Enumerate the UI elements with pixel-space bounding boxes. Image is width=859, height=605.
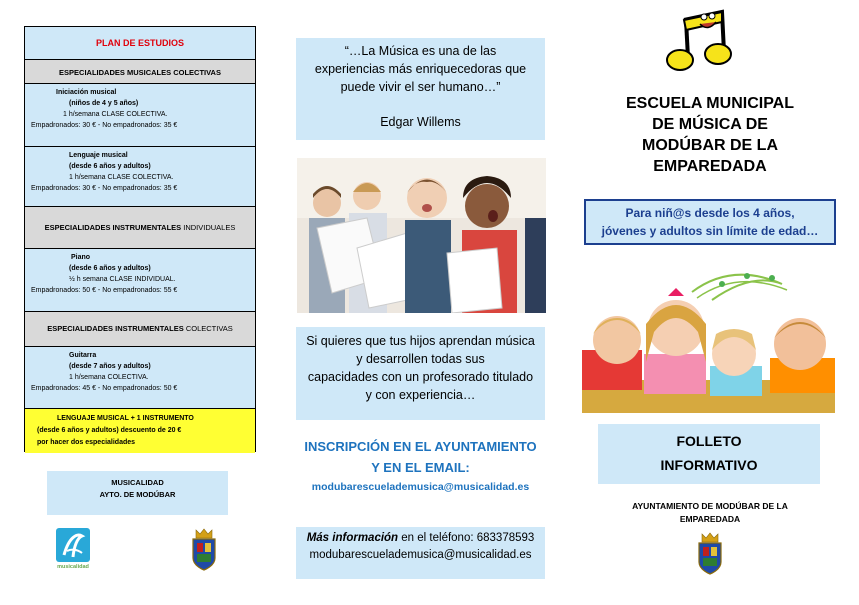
children-photo <box>582 262 835 413</box>
section-header-individuales: ESPECIALIDADES INSTRUMENTALES INDIVIDUALES <box>25 207 255 249</box>
course-hours: 1 h/semana CLASE COLECTIVA. <box>69 174 174 181</box>
more-info-label: Más información <box>306 532 399 544</box>
quote-author: Edgar Willems <box>380 115 461 129</box>
course-hours: ½ h semana CLASE INDIVIDUAL. <box>69 276 176 283</box>
course-name: Guitarra <box>69 352 97 359</box>
coat-of-arms-icon <box>190 528 218 572</box>
course-price: Empadronados: 30 € - No empadronados: 35 € <box>31 122 178 129</box>
course-ages: (niños de 4 y 5 años) <box>69 100 139 107</box>
course-price: Empadronados: 50 € - No empadronados: 55 € <box>31 287 178 294</box>
school-title: ESCUELA MUNICIPAL DE MÚSICA DE MODÚBAR DE LA EMPAREDADA <box>626 95 794 175</box>
course-ages: (desde 6 años y adultos) <box>69 265 151 272</box>
course-price: Empadronados: 30 € - No empadronados: 35 € <box>31 185 178 192</box>
info-email[interactable]: modubarescuelademusica@musicalidad.es <box>309 549 532 561</box>
phone-text: en el teléfono: 683378593 <box>398 532 535 544</box>
course-name: Piano <box>71 254 91 261</box>
inscription-heading: INSCRIPCIÓN EN EL AYUNTAMIENTO Y EN EL EMAIL: <box>304 439 537 475</box>
quote-box: “…La Música es una de las experiencias más enriquecedoras que puede vivir el ser humano…” Edgar Willems <box>296 38 545 140</box>
course-ages: (desde 6 años y adultos) <box>69 163 151 170</box>
motivation-box: Si quieres que tus hijos aprendan música y desarrollen todas sus capacidades con un profesorado titulado y con experiencia… <box>296 327 545 420</box>
inscription-email-link[interactable]: modubarescuelademusica@musicalidad.es <box>311 481 530 493</box>
course-ages: (desde 7 años y adultos) <box>69 363 151 370</box>
coat-of-arms-icon <box>696 532 724 576</box>
plan-title: PLAN DE ESTUDIOS <box>95 38 184 48</box>
course-price: Empadronados: 45 € - No empadronados: 50 € <box>31 385 178 392</box>
music-note-mascot-icon <box>664 8 736 74</box>
course-hours: 1 h/semana CLASE COLECTIVA. <box>63 111 168 118</box>
folleto-box: FOLLETO INFORMATIVO <box>598 424 820 484</box>
course-name: Lenguaje musical <box>69 152 128 159</box>
ayuntamiento-label: AYUNTAMIENTO DE MODÚBAR DE LA EMPAREDADA <box>632 501 788 524</box>
musicalidad-logo: musicalidad <box>55 527 91 573</box>
sponsor-box: MUSICALIDAD AYTO. DE MODÚBAR <box>47 471 228 515</box>
course-lenguaje <box>25 147 255 207</box>
audience-box: Para niñ@s desde los 4 años, jóvenes y adultos sin límite de edad… <box>584 199 836 245</box>
more-info-box <box>296 527 545 579</box>
course-hours: 1 h/semana COLECTIVA. <box>69 374 149 381</box>
course-guitarra <box>25 347 255 409</box>
course-name: Iniciación musical <box>56 89 117 96</box>
combo-offer: LENGUAJE MUSICAL + 1 INSTRUMENTO (desde 6 años y adultos) descuento de 20 € por hacer dos especialidades <box>25 409 255 453</box>
children-choir-photo <box>297 158 546 313</box>
section-header-colectivas: ESPECIALIDADES MUSICALES COLECTIVAS <box>25 60 255 84</box>
plan-title-row <box>25 27 255 60</box>
section-header-inst-colectivas: ESPECIALIDADES INSTRUMENTALES COLECTIVAS <box>25 312 255 347</box>
course-piano <box>25 249 255 312</box>
course-iniciacion <box>25 84 255 147</box>
plan-de-estudios-table <box>24 26 256 452</box>
